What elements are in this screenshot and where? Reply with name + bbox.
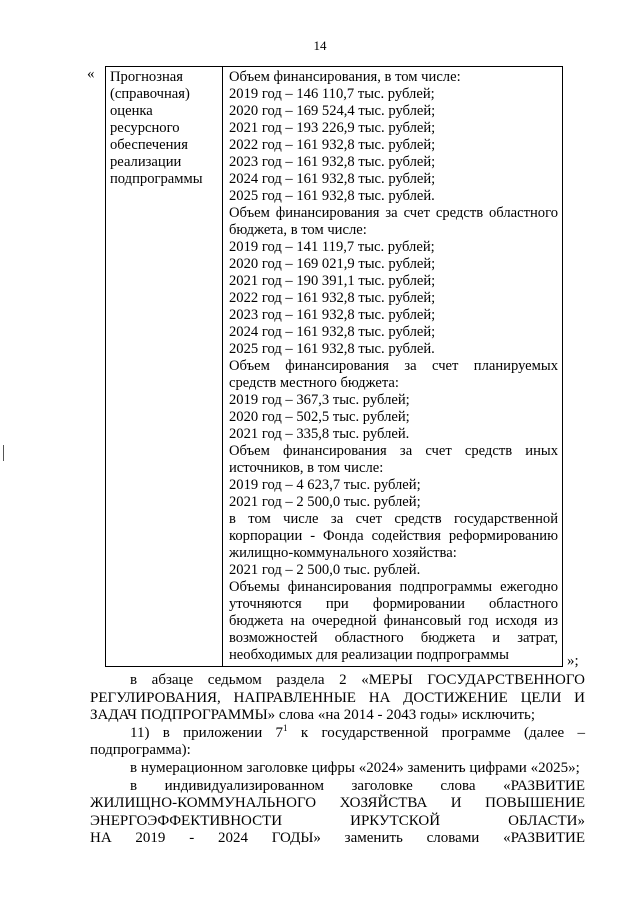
paragraph-line: в индивидуализированном заголовке слова «РАЗВИТИЕ [130, 777, 585, 794]
content-line: 2020 год – 502,5 тыс. рублей; [229, 409, 410, 425]
paragraph-line: в абзаце седьмом раздела 2 «МЕРЫ ГОСУДАРСТВЕННОГО [130, 672, 585, 688]
content-line: 2019 год – 146 110,7 тыс. рублей; [229, 86, 435, 102]
content-line: Объем финансирования за счет планируемых [229, 358, 558, 374]
content-line: Объем финансирования за счет средств иных [229, 443, 558, 459]
content-line: корпорации - Фонда содействия реформированию [229, 528, 558, 544]
content-line: Объем финансирования, в том числе: [229, 69, 461, 85]
paragraph-line: ЭНЕРГОЭФФЕКТИВНОСТИ ИРКУТСКОЙ ОБЛАСТИ» [90, 812, 585, 829]
content-line: 2024 год – 161 932,8 тыс. рублей; [229, 324, 436, 340]
item-11-text: 11) в приложении 7 [130, 724, 284, 741]
label-line: ресурсного [110, 120, 180, 136]
paragraph-line [90, 722, 586, 743]
label-line: (справочная) [110, 86, 190, 102]
content-line: 2019 год – 367,3 тыс. рублей; [229, 392, 410, 408]
content-line: бюджета, в том числе: [229, 222, 367, 238]
content-line: 2021 год – 190 391,1 тыс. рублей; [229, 273, 436, 289]
content-line: 2021 год – 2 500,0 тыс. рублей; [229, 494, 421, 510]
content-line: возможностей областного бюджета и затрат, [229, 630, 558, 646]
content-line: 2023 год – 161 932,8 тыс. рублей; [229, 307, 436, 323]
content-line: бюджета на очередной финансовый год исходя из [229, 613, 558, 629]
amendment-text [90, 672, 585, 848]
paragraph-line: ЖИЛИЩНО-КОММУНАЛЬНОГО ХОЗЯЙСТВА И ПОВЫШЕНИЕ [90, 795, 585, 812]
row-label-cell [106, 67, 223, 667]
opening-quote: « [87, 66, 95, 82]
item-11-text-cont: к государственной программе (далее – [287, 724, 586, 741]
content-line: 2021 год – 335,8 тыс. рублей. [229, 426, 410, 442]
row-content-cell [223, 67, 563, 667]
content-line: 2021 год – 2 500,0 тыс. рублей. [229, 562, 421, 578]
content-line: 2020 год – 169 524,4 тыс. рублей; [229, 103, 436, 119]
scan-margin-mark [3, 445, 4, 461]
content-line: 2021 год – 193 226,9 тыс. рублей; [229, 120, 436, 136]
page-number: 14 [313, 38, 327, 53]
label-line: обеспечения [110, 137, 188, 153]
content-line: 2020 год – 169 021,9 тыс. рублей; [229, 256, 436, 272]
content-line: 2022 год – 161 932,8 тыс. рублей; [229, 137, 436, 153]
label-line: реализации [110, 154, 182, 170]
content-line: Объемы финансирования подпрограммы ежегодно [229, 579, 558, 595]
content-line: 2022 год – 161 932,8 тыс. рублей; [229, 290, 436, 306]
paragraph-line: РЕГУЛИРОВАНИЯ, НАПРАВЛЕННЫЕ НА ДОСТИЖЕНИЕ ЦЕЛИ И [90, 689, 585, 706]
content-line: источников, в том числе: [229, 460, 384, 476]
content-line: в том числе за счет средств государственной [229, 511, 558, 527]
content-line: 2019 год – 141 119,7 тыс. рублей; [229, 239, 435, 255]
appendix-superscript: 1 [283, 722, 288, 733]
content-line: 2024 год – 161 932,8 тыс. рублей; [229, 171, 436, 187]
closing-quote: »; [567, 653, 579, 669]
paragraph-line: НА 2019 - 2024 ГОДЫ» заменить словами «РАЗВИТИЕ [90, 830, 585, 847]
paragraph-line: ЗАДАЧ ПОДПРОГРАММЫ» слова «на 2014 - 2043 годы» исключить; [90, 707, 536, 724]
content-line: средств местного бюджета: [229, 375, 399, 391]
content-line: уточняются при формировании областного [229, 596, 558, 612]
content-line: жилищно-коммунального хозяйства: [229, 545, 457, 561]
content-line: необходимых для реализации подпрограммы [229, 647, 509, 663]
resource-estimate-row [106, 67, 563, 667]
subprogram-passport-table [105, 66, 563, 667]
content-line: 2019 год – 4 623,7 тыс. рублей; [229, 477, 421, 493]
content-line: 2023 год – 161 932,8 тыс. рублей; [229, 154, 436, 170]
label-line: подпрограммы [110, 171, 203, 187]
label-line: оценка [110, 103, 153, 119]
label-line: Прогнозная [110, 69, 183, 85]
content-line: 2025 год – 161 932,8 тыс. рублей. [229, 188, 435, 204]
paragraph-line: в нумерационном заголовке цифры «2024» заменить цифрами «2025»; [130, 759, 580, 776]
content-line: 2025 год – 161 932,8 тыс. рублей. [229, 341, 435, 357]
paragraph-line: подпрограмма): [90, 742, 191, 759]
content-line: Объем финансирования за счет средств областного [229, 205, 558, 221]
